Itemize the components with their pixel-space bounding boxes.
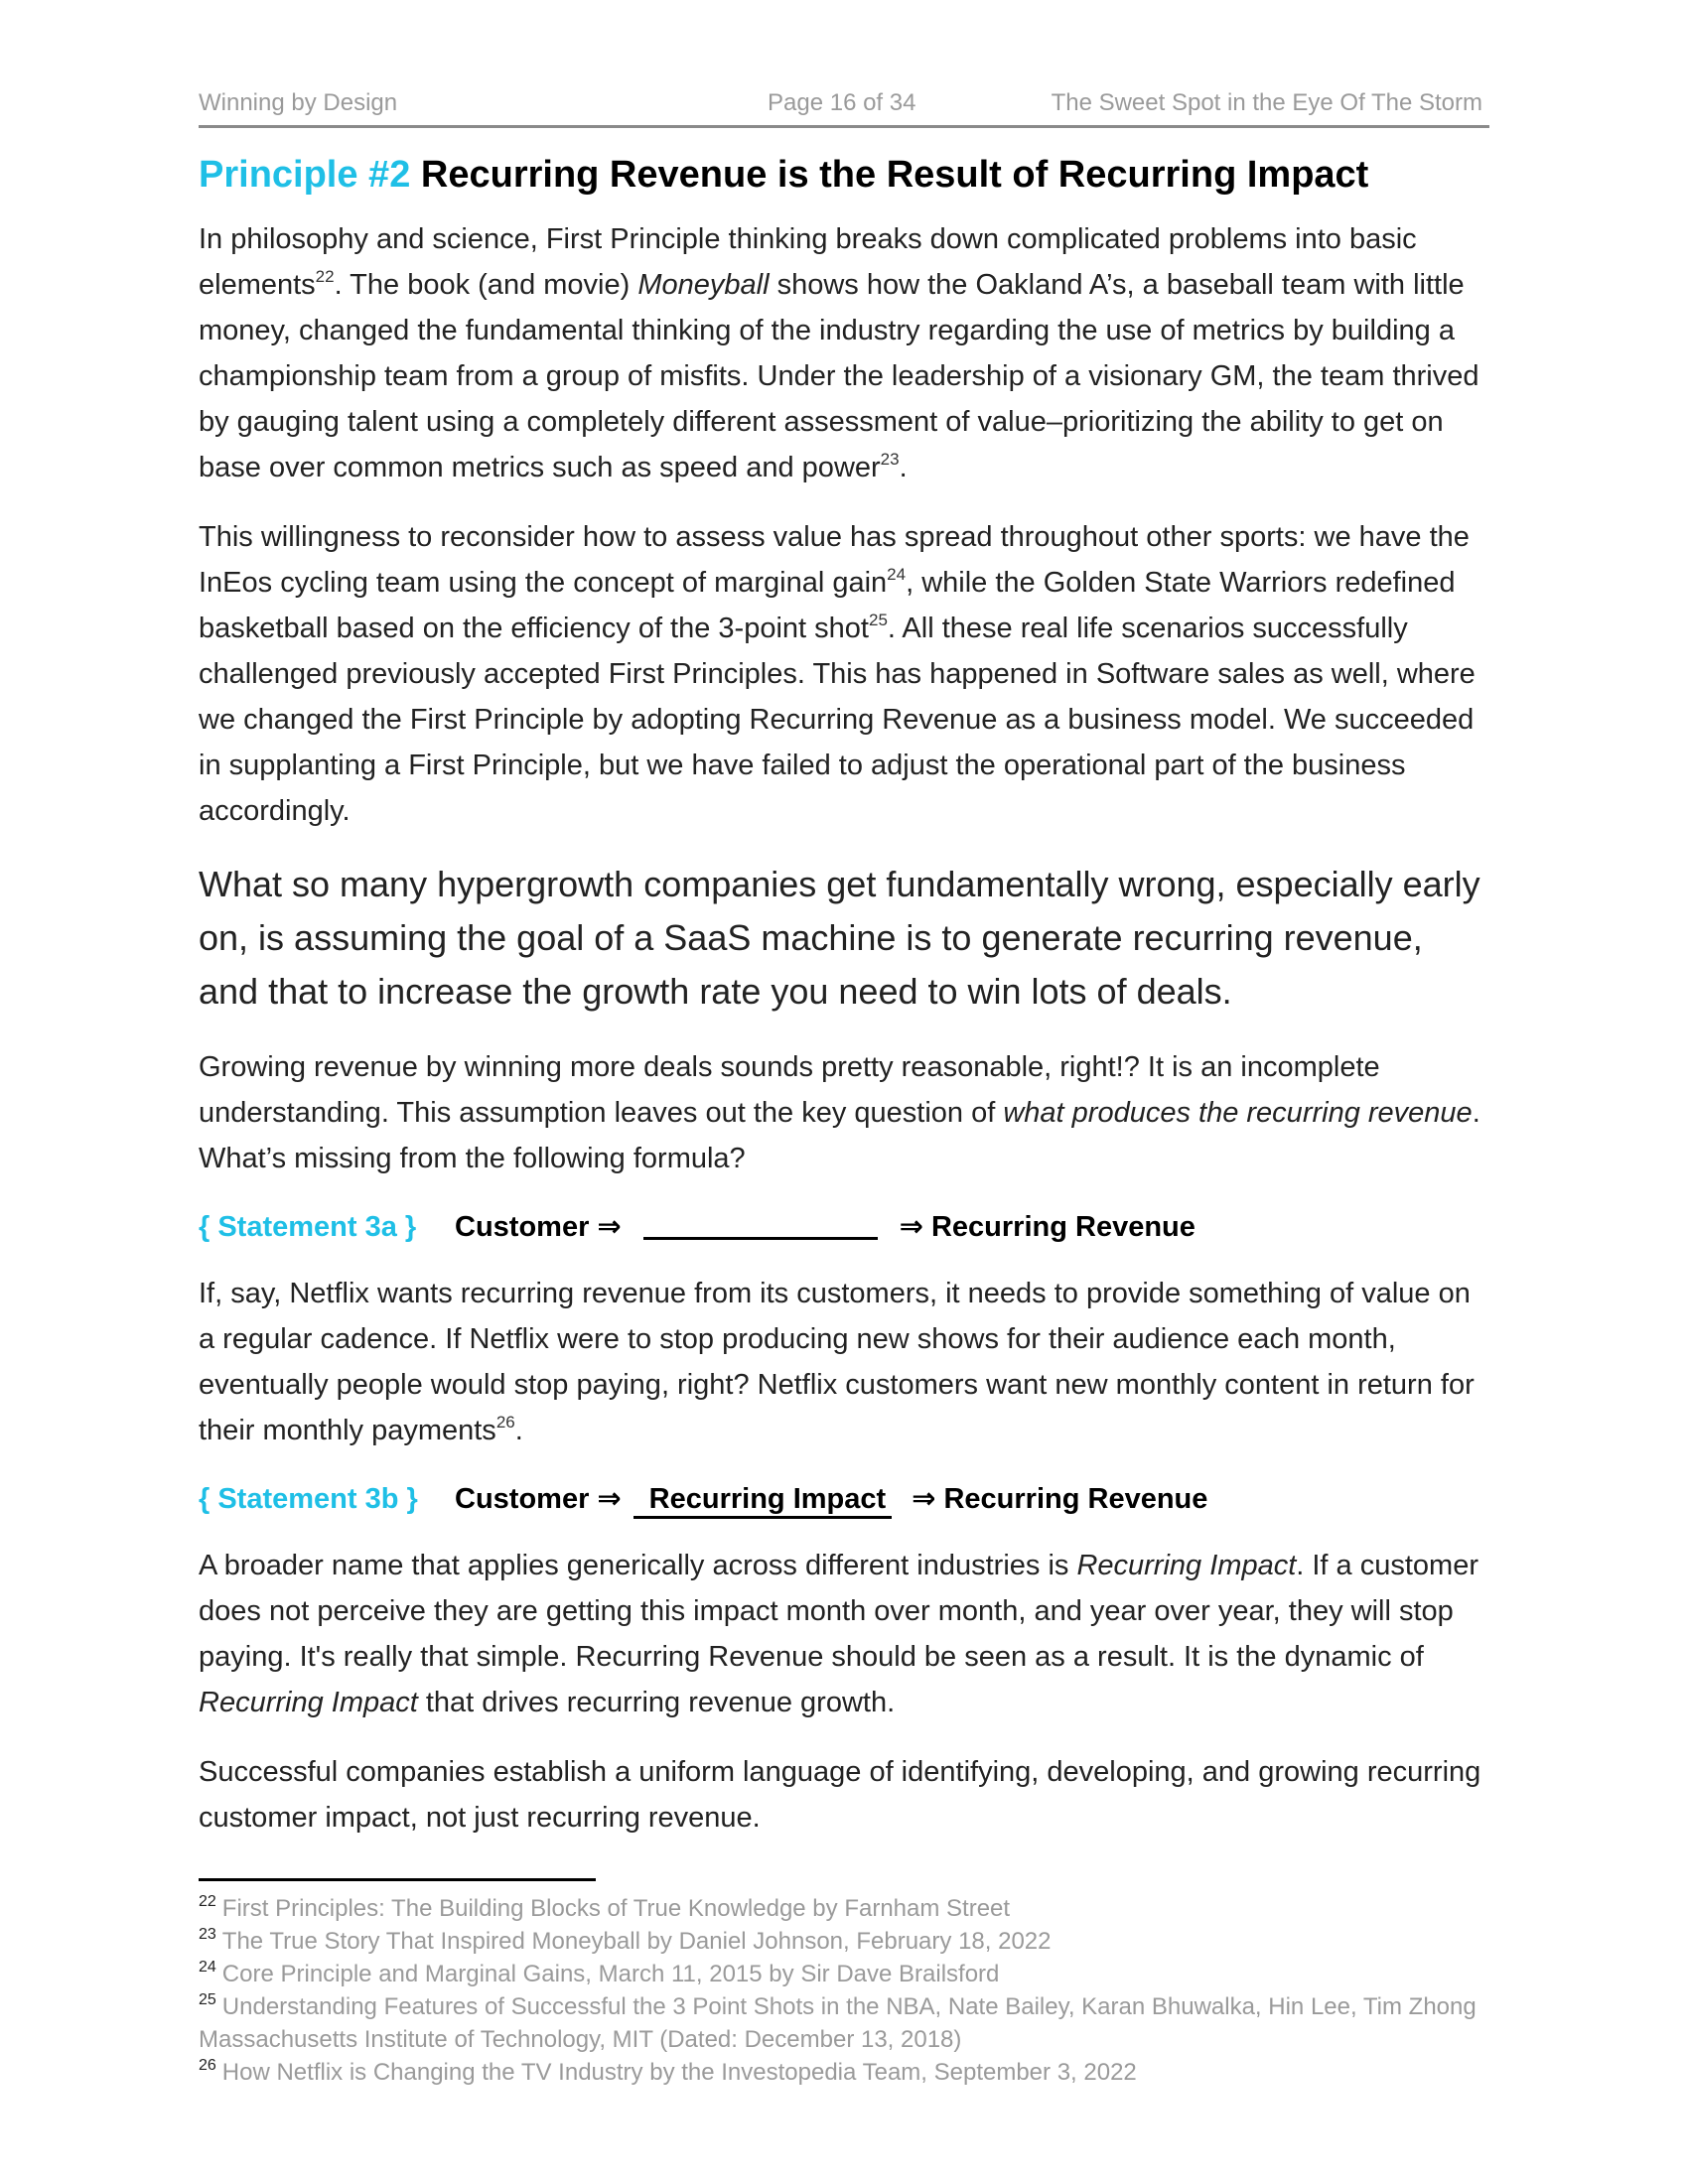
footnote-text: The True Story That Inspired Moneyball by Daniel Johnson, February 18, 2022 bbox=[221, 1928, 1052, 1955]
formula-filled-blank: Recurring Impact bbox=[633, 1482, 893, 1519]
arrow-icon: ⇒ bbox=[912, 1483, 936, 1515]
text-run: . bbox=[514, 1415, 523, 1446]
statement-result: Recurring Revenue bbox=[930, 1211, 1196, 1243]
footnote-number: 22 bbox=[199, 1893, 216, 1910]
statement-3a bbox=[199, 1205, 1489, 1249]
statement-tag: { Statement 3a } bbox=[199, 1211, 417, 1243]
footnote-number: 25 bbox=[199, 1991, 216, 2008]
statement-3b bbox=[199, 1477, 1489, 1521]
footnote-separator bbox=[199, 1878, 596, 1881]
header-right-text: The Sweet Spot in the Eye Of The Storm bbox=[1051, 89, 1482, 116]
footnote-23 bbox=[199, 1925, 1489, 1958]
arrow-icon: ⇒ bbox=[597, 1211, 622, 1243]
statement-customer: Customer bbox=[455, 1483, 590, 1515]
footnote-number: 26 bbox=[199, 2057, 216, 2074]
footnote-ref[interactable]: 26 bbox=[495, 1413, 515, 1432]
text-run: This willingness to reconsider how to assess value has spread throughout other sports: we have the InEos cycling team using the concept of marginal gain bbox=[199, 521, 1470, 599]
running-header bbox=[199, 89, 1489, 128]
statement-tag: { Statement 3b } bbox=[199, 1483, 418, 1515]
italic-title: Moneyball bbox=[637, 269, 770, 301]
statement-customer: Customer bbox=[455, 1211, 590, 1243]
paragraph-first-principles bbox=[199, 216, 1489, 490]
header-left-text: Winning by Design bbox=[199, 89, 398, 116]
text-run: A broader name that applies generically across different industries is bbox=[199, 1550, 1077, 1581]
principle-title: Recurring Revenue is the Result of Recurring Impact bbox=[420, 154, 1369, 196]
arrow-icon: ⇒ bbox=[899, 1211, 923, 1243]
footnote-number: 23 bbox=[199, 1926, 216, 1943]
text-run: If, say, Netflix wants recurring revenue from its customers, it needs to provide something of value on a regular cadence. If Netflix were to stop producing new shows for their audience each month, eventually people would stop paying, right? Netflix customers want new monthly content in return for their monthly payments bbox=[199, 1278, 1475, 1446]
footnote-24 bbox=[199, 1958, 1489, 1990]
footnote-ref[interactable]: 25 bbox=[868, 611, 888, 629]
italic-phrase: Recurring Impact bbox=[1076, 1550, 1297, 1581]
arrow-icon: ⇒ bbox=[597, 1483, 622, 1515]
text-run: shows how the Oakland A’s, a baseball team with little money, changed the fundamental thinking of the industry regarding the use of metrics by building a championship team from a group of misfits. Under the leadership of a visionary GM, the team thrived by gauging talent using a completely different assessment of value–prioritizing the ability to get on base over common metrics such as speed and power bbox=[199, 269, 1479, 483]
text-run: , while the Golden State Warriors redefined basketball based on the efficiency of the 3-point shot bbox=[199, 567, 1456, 644]
paragraph-conclusion: Successful companies establish a uniform language of identifying, developing, and growing recurring customer impact, not just recurring revenue. bbox=[199, 1756, 1481, 1834]
statement-result: Recurring Revenue bbox=[943, 1483, 1208, 1515]
formula-blank bbox=[643, 1211, 878, 1240]
principle-label: Principle #2 bbox=[199, 154, 411, 196]
text-run: . The book (and movie) bbox=[334, 269, 638, 301]
section-heading bbox=[199, 149, 1489, 201]
text-run: In philosophy and science, First Principle thinking breaks down complicated problems into basic elements bbox=[199, 223, 1417, 301]
footnote-text: Core Principle and Marginal Gains, March 11, 2015 by Sir Dave Brailsford bbox=[221, 1961, 1000, 1987]
footnote-22 bbox=[199, 1892, 1489, 1925]
paragraph-formula-question bbox=[199, 1044, 1489, 1181]
footnote-text: First Principles: The Building Blocks of True Knowledge by Farnham Street bbox=[221, 1895, 1011, 1922]
pull-quote: What so many hypergrowth companies get fundamentally wrong, especially early on, is assuming the goal of a SaaS machine is to generate recurring revenue, and that to increase the growth rate you need to win lots of deals. bbox=[199, 864, 1480, 1012]
footnote-ref[interactable]: 24 bbox=[887, 565, 907, 584]
italic-phrase: Recurring Impact bbox=[199, 1687, 418, 1718]
text-run: that drives recurring revenue growth. bbox=[417, 1687, 896, 1718]
italic-phrase: what produces the recurring revenue bbox=[1003, 1097, 1473, 1129]
text-run: Growing revenue by winning more deals sounds pretty reasonable, right!? It is an incomplete understanding. This assumption leaves out the key question of bbox=[199, 1051, 1380, 1129]
footnote-26 bbox=[199, 2056, 1489, 2089]
footnotes bbox=[199, 1892, 1489, 2089]
paragraph-recurring-impact bbox=[199, 1543, 1489, 1725]
text-run: . All these real life scenarios successfully challenged previously accepted First Principles. This has happened in Software sales as well, where we changed the First Principle by adopting Recurring Revenue as a business model. We succeeded in supplanting a First Principle, but we have failed to adjust the operational part of the business accordingly. bbox=[199, 613, 1476, 827]
footnote-ref[interactable]: 22 bbox=[315, 267, 335, 286]
footnote-25 bbox=[199, 1990, 1489, 2056]
footnote-ref[interactable]: 23 bbox=[880, 450, 900, 469]
paragraph-sports-examples bbox=[199, 514, 1489, 834]
text-run: . What’s missing from the following formula? bbox=[199, 1097, 1480, 1174]
footnote-text: Understanding Features of Successful the 3 Point Shots in the NBA, Nate Bailey, Karan Bhuwalka, Hin Lee, Tim Zhong Massachusetts Institute of Technology, MIT (Dated: December 13, 2018) bbox=[199, 1993, 1477, 2053]
page-number: Page 16 of 34 bbox=[768, 89, 916, 116]
footnote-text: How Netflix is Changing the TV Industry by the Investopedia Team, September 3, 2022 bbox=[221, 2059, 1137, 2086]
text-run: . bbox=[899, 452, 908, 483]
main-content bbox=[199, 149, 1489, 1864]
text-run: . If a customer does not perceive they are getting this impact month over month, and year over year, they will stop paying. It's really that simple. Recurring Revenue should be seen as a result. It is the dynamic of bbox=[199, 1550, 1478, 1673]
footnote-number: 24 bbox=[199, 1959, 216, 1976]
paragraph-netflix bbox=[199, 1271, 1489, 1453]
